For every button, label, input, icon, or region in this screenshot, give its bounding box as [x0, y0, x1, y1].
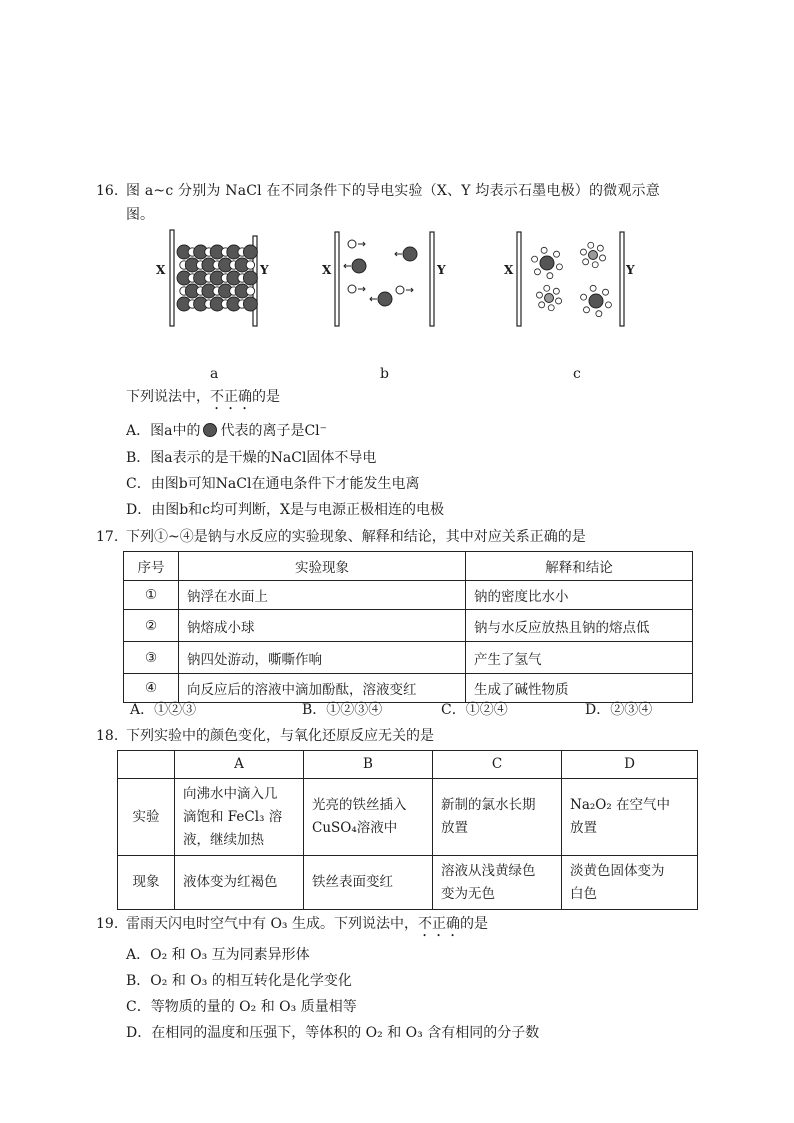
electrode-x-label-c: X	[504, 263, 514, 277]
q19-number: 19.	[96, 916, 119, 932]
q16-option-d: D．由图b和c均可判断，X是与电源正极相连的电极	[126, 502, 444, 518]
table-row-phenomenon	[118, 856, 698, 910]
q16-option-a: A．图a中的 代表的离子是Cl⁻	[126, 423, 328, 439]
q18-stem: 下列实验中的颜色变化，与氧化还原反应无关的是	[126, 728, 434, 744]
table-header-row	[118, 751, 698, 779]
row-explanation: 钠的密度比水小	[466, 581, 693, 610]
emphasis-not-correct: 不正确	[210, 389, 252, 405]
figure-c-nacl-solution	[500, 228, 640, 328]
q16-option-c: C．由图b可知NaCl在通电条件下才能发生电离	[126, 476, 420, 492]
q17-number: 17.	[96, 529, 119, 545]
figure-b-molten-nacl	[320, 228, 450, 328]
table-header-row	[124, 552, 693, 581]
experiment-a: 向沸水中滴入几 滴饱和 FeCl₃ 溶 液，继续加热	[175, 779, 304, 856]
chloride-ion-icon	[202, 423, 218, 437]
emphasis-not-correct: 不正确	[418, 916, 460, 932]
q19-stem: 雷雨天闪电时空气中有 O₃ 生成。下列说法中，不正确的是	[126, 916, 488, 932]
figure-a-solid-nacl	[150, 228, 280, 328]
table-row	[124, 581, 693, 610]
q19-option-b: B．O₂ 和 O₃ 的相互转化是化学变化	[126, 973, 352, 989]
electrode-x-label-a: X	[156, 263, 166, 277]
q16-stem-line2: 图。	[126, 207, 154, 223]
electrode-y-label-a: Y	[260, 263, 269, 277]
figure-label-a: a	[210, 366, 219, 382]
header-index: 序号	[124, 552, 179, 581]
q19-option-d: D．在相同的温度和压强下，等体积的 O₂ 和 O₃ 含有相同的分子数	[126, 1025, 540, 1041]
q19-option-c: C．等物质的量的 O₂ 和 O₃ 质量相等	[126, 999, 357, 1015]
row-index: ②	[124, 610, 179, 642]
phenomenon-a: 液体变为红褐色	[175, 856, 304, 910]
phenomenon-c: 溶液从浅黄绿色 变为无色	[433, 856, 562, 910]
q17-option-b: B．①②③④	[302, 702, 383, 718]
figure-label-b: b	[380, 366, 389, 382]
row-phenomenon: 向反应后的溶液中滴加酚酞，溶液变红	[179, 674, 466, 703]
q18-table	[117, 750, 698, 910]
row-index: ①	[124, 581, 179, 610]
q17-stem: 下列①~④是钠与水反应的实验现象、解释和结论，其中对应关系正确的是	[126, 529, 586, 545]
row-phenomenon: 钠四处游动，嘶嘶作响	[179, 642, 466, 674]
header-phenomenon: 实验现象	[179, 552, 466, 581]
experiment-b: 光亮的铁丝插入 CuSO₄溶液中	[304, 779, 433, 856]
header-a: A	[175, 751, 304, 779]
q16-number: 16.	[96, 183, 119, 199]
figure-label-c: c	[573, 366, 581, 382]
q17-option-d: D．②③④	[585, 702, 653, 718]
q17-option-a: A．①②③	[130, 702, 197, 718]
experiment-c: 新制的氯水长期 放置	[433, 779, 562, 856]
row-phenomenon: 钠熔成小球	[179, 610, 466, 642]
row-index: ④	[124, 674, 179, 703]
row-explanation: 钠与水反应放热且钠的熔点低	[466, 610, 693, 642]
table-row	[124, 674, 693, 703]
phenomenon-d: 淡黄色固体变为 白色	[562, 856, 698, 910]
experiment-d: Na₂O₂ 在空气中 放置	[562, 779, 698, 856]
row-phenomenon: 钠浮在水面上	[179, 581, 466, 610]
row-label-experiment: 实验	[118, 779, 175, 856]
electrode-y-label-c: Y	[626, 263, 635, 277]
q16-prompt: 下列说法中，不正确的是	[126, 389, 280, 405]
header-explanation: 解释和结论	[466, 552, 693, 581]
q16-option-b: B．图a表示的是干燥的NaCl固体不导电	[126, 450, 377, 466]
header-b: B	[304, 751, 433, 779]
electrode-y-label-b: Y	[437, 263, 446, 277]
electrode-x-label-b: X	[322, 263, 332, 277]
q17-table	[123, 551, 693, 703]
header-d: D	[562, 751, 698, 779]
row-explanation: 生成了碱性物质	[466, 674, 693, 703]
q16-stem-line1: 图 a~c 分别为 NaCl 在不同条件下的导电实验（X、Y 均表示石墨电极）的微观示意	[126, 183, 660, 199]
phenomenon-b: 铁丝表面变红	[304, 856, 433, 910]
header-c: C	[433, 751, 562, 779]
q18-number: 18.	[96, 728, 119, 744]
table-row-experiment	[118, 779, 698, 856]
row-index: ③	[124, 642, 179, 674]
q19-option-a: A．O₂ 和 O₃ 互为同素异形体	[126, 947, 310, 963]
q17-option-c: C．①②④	[441, 702, 508, 718]
row-explanation: 产生了氢气	[466, 642, 693, 674]
row-label-phenomenon: 现象	[118, 856, 175, 910]
table-row	[124, 610, 693, 642]
table-row	[124, 642, 693, 674]
